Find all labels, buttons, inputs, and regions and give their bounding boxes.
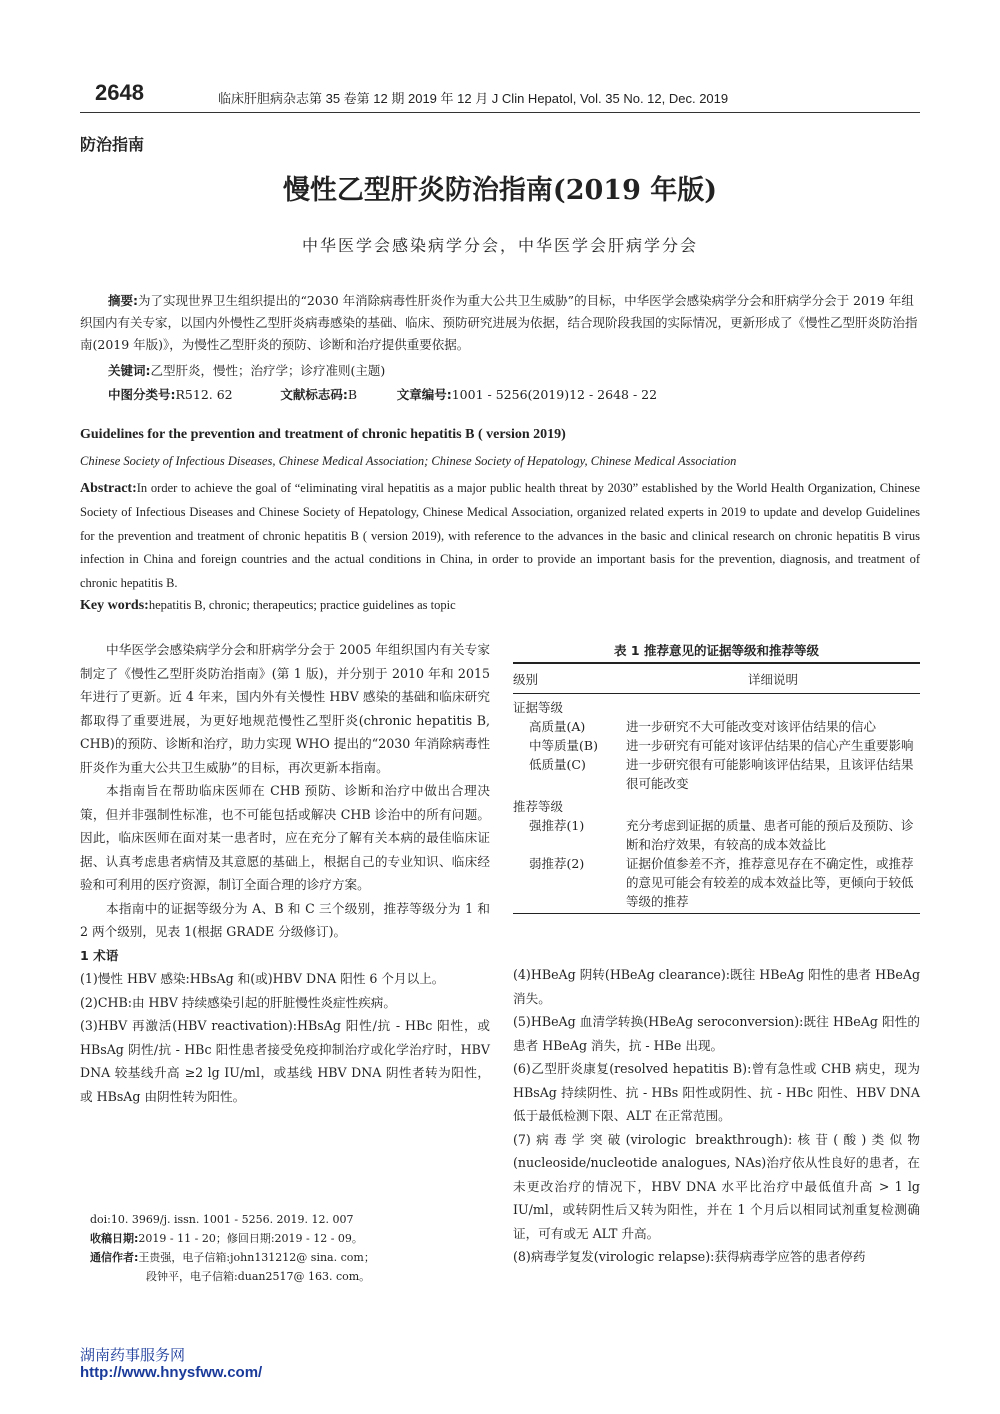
keywords-cn-label: 关键词: [108,363,151,378]
abstract-en [80,477,920,596]
body-paragraph: 中华医学会感染病学分会和肝病学分会于 2005 年组织国内有关专家制定了《慢性乙型肝炎防治指南》(第 1 版)，并分别于 2010 年和 2015 年进行了更新。近 4 年来，国内外有关慢性 HBV 感染的基础和临床研究都取得了重要进展，为更好地规范慢性乙型肝炎(chronic hepatitis B, CHB)的预防、诊断和治疗，助力实现 WHO 提出的“2030 年消除病毒性肝炎作为重大公共卫生威胁”的目标，再次更新本指南。 [80,642,490,775]
table-cell-level: 弱推荐(2) [529,855,585,871]
classification-line [80,384,948,406]
term-item: (1)慢性 HBV 感染:HBsAg 和(或)HBV DNA 阳性 6 个月以上。 [80,971,445,986]
table-cell-desc: 充分考虑到证据的质量、患者可能的预后及预防、诊断和治疗效果，有较高的成本效益比 [626,817,914,852]
table-group-label: 证据等级 [513,699,564,715]
table-row [513,736,920,755]
section-label: 防治指南 [80,135,145,154]
authors-cn: 中华医学会感染病学分会，中华医学会肝病学分会 [301,236,698,255]
footnotes [90,1210,490,1286]
table-group-row [513,694,920,717]
left-column [80,638,490,1108]
abstract-cn-text: 为了实现世界卫生组织提出的“2030 年消除病毒性肝炎作为重大公共卫生威胁”的目标，中华医学会感染病学分会和肝病学分会于 2019 年组织国内有关专家，以国内外慢性乙型肝炎病毒感染的基础、临床、预防研究进展为依据，结合现阶段我国的实际情况，更新形成了《慢性乙型肝炎防治指南(2019 年版)》，为慢性乙型肝炎的预防、诊断和治疗提供重要依据。 [80,293,918,352]
table-title: 表 1 推荐意见的证据等级和推荐等级 [614,643,819,658]
article-no-value: 1001 - 5256(2019)12 - 2648 - 22 [451,387,658,402]
clc-value: R512. 62 [175,387,233,402]
corresponding-author-1: 王贵强，电子信箱:john131212@ sina. com； [138,1251,375,1264]
table-cell-desc: 证据价值参差不齐，推荐意见存在不确定性，或推荐的意见可能会有较差的成本效益比等，更倾向于较低等级的推荐 [626,855,914,909]
section-heading: 1 术语 [80,947,119,963]
page-number: 2648 [95,80,144,105]
doc-code-value: B [347,387,357,402]
corresponding-line [90,1248,490,1267]
abstract-en-text: In order to achieve the goal of “eliminating viral hepatitis as a major public health threat by 2030” established by the World Health Organization, Chinese Society of Infectious Diseases and Chinese Society of Hepatology, Chinese Medical Association, organized related experts in 2019 to update and develop Guidelines for the prevention and treatment of chronic hepatitis B ( version 2019), with reference to the advances in the basic and clinical research on chronic hepatitis B virus infection in China and foreign countries and the actual conditions in China, in order to provide an important basis for the prevention, diagnosis, and treatment of chronic hepatitis B. [80,481,920,591]
table-bottom-rule [513,913,920,915]
table-cell-level: 高质量(A) [529,718,586,734]
keywords-en-label: Key words: [80,598,149,613]
clc-label: 中图分类号: [108,387,176,402]
watermark-site-name: 湖南药事服务网 [80,1346,186,1364]
corresponding-author-2: 段钟平，电子信箱:duan2517@ 163. com。 [146,1270,371,1283]
table-cell-desc: 进一步研究很有可能影响该评估结果，且该评估结果很可能改变 [626,756,914,791]
article-title-en: Guidelines for the prevention and treatment of chronic hepatitis B ( version 2019) [80,427,566,442]
table-row [513,854,920,913]
term-item: (6)乙型肝炎康复(resolved hepatitis B):曾有急性或 CHB 病史，现为 HBsAg 持续阴性、抗 - HBs 阳性或阴性、抗 - HBc 阳性、HBV DNA 低于最低检测下限、ALT 在正常范围。 [513,1061,920,1123]
keywords-en-text: hepatitis B, chronic; therapeutics; practice guidelines as topic [148,598,456,612]
table-cell-level: 中等质量(B) [529,737,598,753]
keywords-cn [80,360,948,382]
article-title-cn: 慢性乙型肝炎防治指南(2019 年版) [282,175,718,206]
table-row [513,717,920,736]
table-row [513,755,920,793]
table-header-row [513,664,920,693]
watermark-url-link[interactable]: http://www.hnysfww.com/ [80,1364,263,1381]
authors-en: Chinese Society of Infectious Diseases, Chinese Medical Association; Chinese Society of Hepatology, Chinese Medical Association [80,454,737,468]
term-item: (2)CHB:由 HBV 持续感染引起的肝脏慢性炎症性疾病。 [80,994,396,1010]
article-no-label: 文章编号: [396,387,452,402]
abstract-en-label: Abstract: [80,481,137,496]
table-header-cell: 详细说明 [747,671,798,687]
table-cell-desc: 进一步研究不大可能改变对该评估结果的信心 [626,718,877,734]
table-cell-level: 强推荐(1) [529,817,585,833]
table-group-row [513,793,920,816]
evidence-table [513,662,920,914]
keywords-cn-text: 乙型肝炎，慢性；治疗学；诊疗准则(主题) [150,363,386,378]
table-header-cell: 级别 [513,671,539,687]
body-paragraph: 本指南中的证据等级分为 A、B 和 C 三个级别，推荐等级分为 1 和 2 两个级别，见表 1(根据 GRADE 分级修订)。 [80,900,490,939]
dates-label: 收稿日期: [90,1232,139,1245]
right-column [513,963,920,1269]
doc-code-label: 文献标志码: [280,387,348,402]
term-item: (7)病毒学突破(virologic breakthrough):核苷(酸)类似物(nucleoside/nucleotide analogues, NAs)治疗依从性良好的患者，在未更改治疗的情况下，HBV DNA 水平比治疗中最低值升高 > 1 lg IU/ml，或转阴性后又转为阳性，并在 1 个月后以相同试剂重复检测确证，可有或无 ALT 升高。 [513,1131,920,1241]
journal-header: 临床肝胆病杂志第 35 卷第 12 期 2019 年 12 月 J Clin Hepatol, Vol. 35 No. 12, Dec. 2019 [218,91,729,106]
table-group-label: 推荐等级 [513,798,564,814]
table-cell-level: 低质量(C) [529,756,586,772]
term-item: (8)病毒学复发(virologic relapse):获得病毒学应答的患者停药 [513,1249,866,1264]
abstract-cn [80,290,920,356]
term-item: (4)HBeAg 阴转(HBeAg clearance):既往 HBeAg 阳性的患者 HBeAg 消失。 [513,967,920,1006]
corresponding-label: 通信作者: [90,1251,139,1264]
body-paragraph: 本指南旨在帮助临床医师在 CHB 预防、诊断和治疗中做出合理决策，但并非强制性标准，也不可能包括或解决 CHB 诊治中的所有问题。因此，临床医师在面对某一患者时，应在充分了解有关本病的最佳临床证据、认真考虑患者病情及其意愿的基础上，根据自己的专业知识、临床经验和可利用的医疗资源，制订全面合理的诊疗方案。 [80,783,490,892]
abstract-cn-label: 摘要: [108,293,138,308]
table-cell-desc: 进一步研究有可能对该评估结果的信心产生重要影响 [626,737,914,753]
header-divider [80,112,920,113]
dates-line [90,1229,490,1248]
term-item: (5)HBeAg 血清学转换(HBeAg seroconversion):既往 HBeAg 阳性的患者 HBeAg 消失，抗 - HBe 出现。 [513,1014,920,1053]
term-item: (3)HBV 再激活(HBV reactivation):HBsAg 阳性/抗 - HBc 阳性，或 HBsAg 阴性/抗 - HBc 阳性患者接受免疫抑制治疗或化学治疗时，HBV DNA 较基线升高 ≥2 lg IU/ml，或基线 HBV DNA 阴性者转为阳性，或 HBsAg 由阴性转为阳性。 [80,1018,490,1104]
keywords-en [80,598,456,614]
dates-text: 2019 - 11 - 20；修回日期:2019 - 12 - 09。 [138,1232,363,1245]
doi-line: doi:10. 3969/j. issn. 1001 - 5256. 2019. 12. 007 [90,1213,354,1226]
table-row [513,816,920,854]
